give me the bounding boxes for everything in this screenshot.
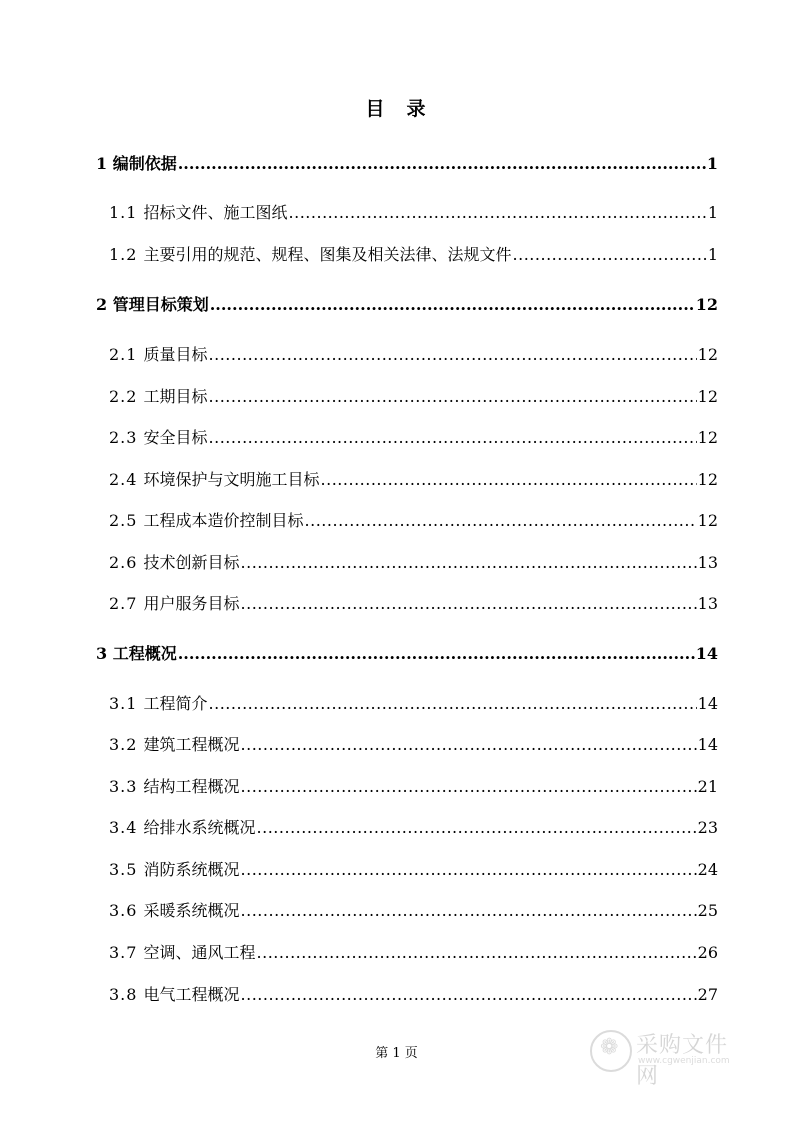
toc-entry-title: 技术创新目标 bbox=[143, 553, 240, 572]
toc-entry-title: 质量目标 bbox=[143, 345, 208, 364]
toc-leader-dots bbox=[209, 428, 697, 447]
toc-entry-page: 1 bbox=[707, 203, 718, 222]
toc-leader-dots bbox=[321, 470, 697, 489]
toc-entry-title: 安全目标 bbox=[143, 428, 208, 447]
toc-entry[interactable] bbox=[109, 467, 718, 491]
toc-entry[interactable] bbox=[109, 815, 718, 839]
toc-entry-page: 26 bbox=[697, 943, 718, 962]
toc-entry-number: 2.7 bbox=[109, 594, 144, 613]
toc-entry-title: 主要引用的规范、规程、图集及相关法律、法规文件 bbox=[143, 245, 512, 264]
toc-leader-dots bbox=[241, 777, 697, 796]
toc-entry-number: 3.5 bbox=[109, 860, 144, 879]
toc-leader-dots bbox=[241, 735, 697, 754]
toc-entry-title: 给排水系统概况 bbox=[143, 818, 256, 837]
toc-entry-page: 12 bbox=[697, 345, 718, 364]
toc-entry[interactable] bbox=[109, 898, 718, 922]
toc-leader-dots bbox=[241, 553, 697, 572]
toc-leader-dots bbox=[241, 985, 697, 1004]
toc-entry-number: 3.3 bbox=[109, 777, 144, 796]
toc-entry-number: 2.4 bbox=[109, 470, 144, 489]
watermark-logo-icon bbox=[590, 1030, 632, 1072]
toc-entry[interactable] bbox=[109, 550, 718, 574]
toc-entry-page: 14 bbox=[695, 644, 718, 663]
toc-entry[interactable] bbox=[109, 384, 718, 408]
toc-entry-title: 招标文件、施工图纸 bbox=[143, 203, 288, 222]
toc-entry[interactable] bbox=[96, 151, 718, 175]
toc-entry-title: 工期目标 bbox=[143, 387, 208, 406]
toc-entry-number: 1.1 bbox=[109, 203, 144, 222]
toc-leader-dots bbox=[210, 295, 695, 314]
toc-entry-title: 用户服务目标 bbox=[143, 594, 240, 613]
toc-entry[interactable] bbox=[109, 732, 718, 756]
toc-entry[interactable] bbox=[109, 691, 718, 715]
toc-entry-number: 1 bbox=[96, 154, 113, 173]
toc-entry[interactable] bbox=[109, 591, 718, 615]
toc-entry-page: 1 bbox=[707, 245, 718, 264]
toc-entry-number: 3.4 bbox=[109, 818, 144, 837]
toc-title-part2: 录 bbox=[406, 98, 428, 120]
toc-entry-number: 3.7 bbox=[109, 943, 144, 962]
toc-entry-page: 25 bbox=[697, 901, 718, 920]
toc-entry[interactable] bbox=[109, 342, 718, 366]
toc-entry[interactable] bbox=[109, 940, 718, 964]
toc-entry-number: 2.3 bbox=[109, 428, 144, 447]
toc-entry-number: 2 bbox=[96, 295, 113, 314]
toc-entry-title: 管理目标策划 bbox=[112, 295, 209, 314]
toc-entry-page: 24 bbox=[697, 860, 718, 879]
toc-leader-dots bbox=[209, 345, 697, 364]
toc-entry-title: 空调、通风工程 bbox=[143, 943, 256, 962]
toc-entry-page: 14 bbox=[697, 694, 718, 713]
toc-entry-number: 2.6 bbox=[109, 553, 144, 572]
toc-leader-dots bbox=[305, 511, 697, 530]
toc-leader-dots bbox=[257, 818, 697, 837]
toc-entry-number: 3 bbox=[96, 644, 113, 663]
toc-entry[interactable] bbox=[109, 200, 718, 224]
toc-entry-number: 1.2 bbox=[109, 245, 144, 264]
toc-entry[interactable] bbox=[109, 857, 718, 881]
toc-entry-number: 2.1 bbox=[109, 345, 144, 364]
toc-leader-dots bbox=[241, 860, 697, 879]
toc-entry-page: 1 bbox=[706, 154, 718, 173]
toc-entry-title: 工程简介 bbox=[143, 694, 208, 713]
toc-entry-title: 环境保护与文明施工目标 bbox=[143, 470, 320, 489]
toc-entry-title: 电气工程概况 bbox=[143, 985, 240, 1004]
toc-entry-page: 12 bbox=[697, 511, 718, 530]
toc-entry-page: 12 bbox=[695, 295, 718, 314]
toc-entry-page: 12 bbox=[697, 387, 718, 406]
toc-entry-page: 12 bbox=[697, 470, 718, 489]
toc-entry[interactable] bbox=[109, 242, 718, 266]
toc-entry-page: 13 bbox=[697, 553, 718, 572]
toc-entry-page: 14 bbox=[697, 735, 718, 754]
toc-entry-number: 3.6 bbox=[109, 901, 144, 920]
watermark bbox=[590, 1026, 750, 1089]
toc-leader-dots bbox=[178, 154, 706, 173]
watermark-url: www.cgwenjian.com bbox=[638, 1056, 730, 1066]
toc-entry-page: 21 bbox=[697, 777, 718, 796]
toc-leader-dots bbox=[209, 694, 697, 713]
toc-entry-page: 13 bbox=[697, 594, 718, 613]
toc-title-part1: 目 bbox=[365, 98, 387, 120]
toc-entry-number: 2.2 bbox=[109, 387, 144, 406]
toc-leader-dots bbox=[241, 901, 697, 920]
toc-entry-title: 建筑工程概况 bbox=[143, 735, 240, 754]
toc-entry-title: 工程概况 bbox=[112, 644, 177, 663]
toc-entry[interactable] bbox=[96, 641, 718, 665]
toc-leader-dots bbox=[257, 943, 697, 962]
toc-entry-number: 3.8 bbox=[109, 985, 144, 1004]
toc-entry-title: 消防系统概况 bbox=[143, 860, 240, 879]
toc-entry-number: 3.1 bbox=[109, 694, 144, 713]
toc-entry-page: 27 bbox=[697, 985, 718, 1004]
toc-entry[interactable] bbox=[109, 774, 718, 798]
toc-leader-dots bbox=[178, 644, 695, 663]
toc-entry[interactable] bbox=[109, 425, 718, 449]
toc-entry[interactable] bbox=[96, 292, 718, 316]
toc-entry-number: 3.2 bbox=[109, 735, 144, 754]
toc-leader-dots bbox=[513, 245, 707, 264]
toc-entry-page: 23 bbox=[697, 818, 718, 837]
toc-entry-number: 2.5 bbox=[109, 511, 144, 530]
watermark-brand: 采购文件网 bbox=[636, 1033, 729, 1089]
toc-entry-page: 12 bbox=[697, 428, 718, 447]
toc-leader-dots bbox=[209, 387, 697, 406]
page-number-footer: 第 1 页 bbox=[375, 1046, 418, 1061]
toc-entry-title: 结构工程概况 bbox=[143, 777, 240, 796]
toc-entry-title: 编制依据 bbox=[112, 154, 177, 173]
toc-entry-title: 工程成本造价控制目标 bbox=[143, 511, 304, 530]
toc-leader-dots bbox=[289, 203, 707, 222]
toc-entry[interactable] bbox=[109, 982, 718, 1006]
toc-leader-dots bbox=[241, 594, 697, 613]
toc-entry-title: 采暖系统概况 bbox=[143, 901, 240, 920]
toc-entry[interactable] bbox=[109, 508, 718, 532]
